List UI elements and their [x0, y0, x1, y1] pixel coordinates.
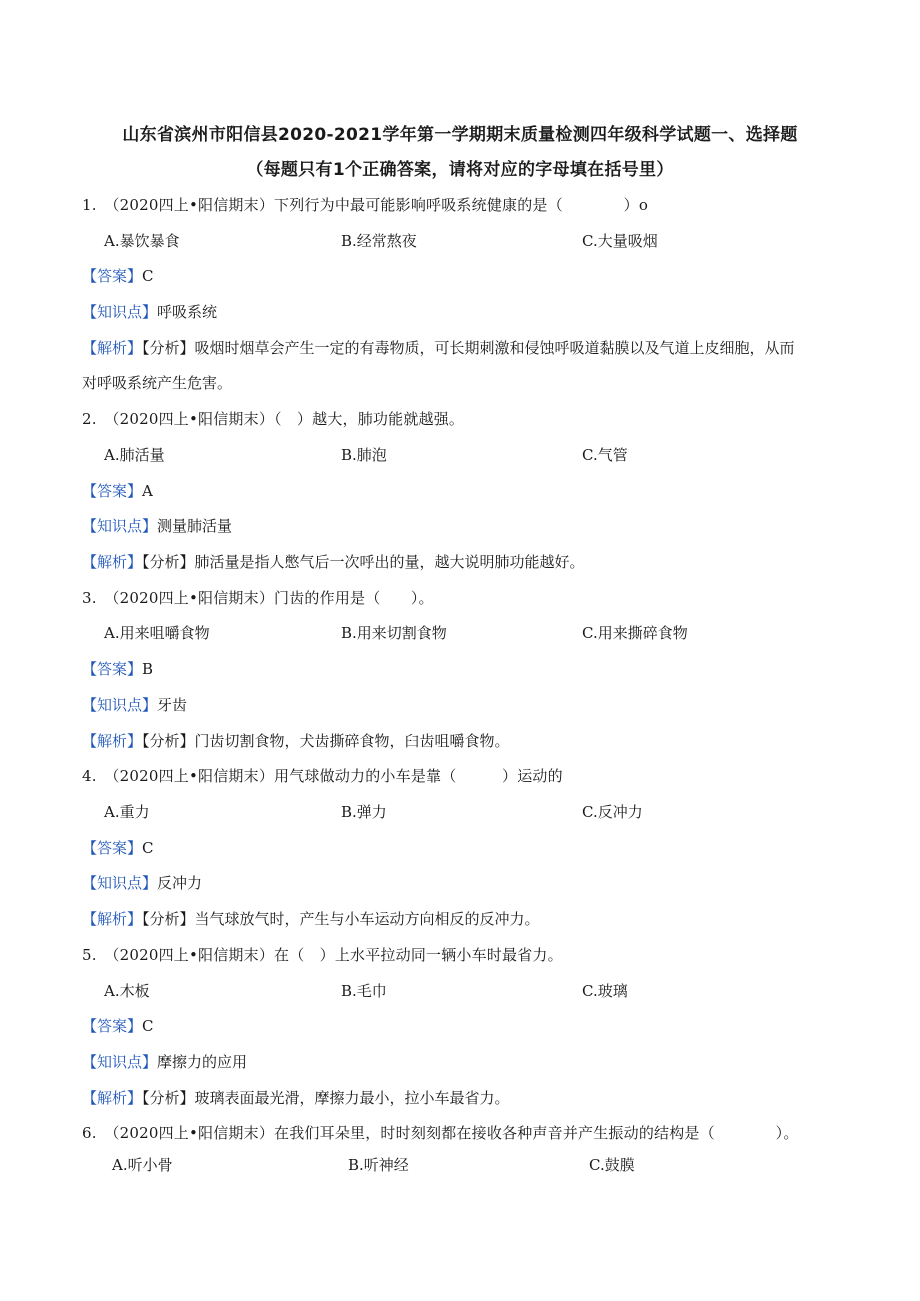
knowledge-value: 牙齿 [157, 696, 188, 714]
fenxi-tag: 【分析】 [142, 553, 195, 571]
knowledge-value: 反冲力 [157, 874, 203, 892]
question-5-option-c: C.玻璃 [582, 982, 628, 1000]
analysis-text: 当气球放气时，产生与小车运动方向相反的反冲力。 [194, 910, 540, 928]
question-2-answer [82, 480, 153, 501]
question-4-option-a: A.重力 [104, 803, 150, 821]
question-5-option-b: B.毛巾 [341, 982, 387, 1000]
answer-value: A [142, 482, 153, 500]
question-1-analysis-cont: 对呼吸系统产生危害。 [82, 374, 233, 392]
analysis-tag: 【解析】 [82, 910, 143, 928]
knowledge-tag: 【知识点】 [82, 1053, 158, 1071]
analysis-text: 玻璃表面最光滑，摩擦力最小，拉小车最省力。 [194, 1089, 510, 1107]
question-6-option-b: B.听神经 [348, 1156, 409, 1174]
question-1-knowledge [82, 301, 217, 322]
question-1-analysis [82, 337, 795, 358]
answer-tag: 【答案】 [82, 482, 143, 500]
question-3-answer [82, 658, 153, 679]
question-2-option-b: B.肺泡 [341, 446, 387, 464]
question-2-analysis [82, 551, 585, 572]
knowledge-tag: 【知识点】 [82, 517, 158, 535]
question-4-option-b: B.弹力 [341, 803, 387, 821]
document-title: 山东省滨州市阳信县2020-2021学年第一学期期末质量检测四年级科学试题一、选择题 [122, 125, 798, 145]
answer-tag: 【答案】 [82, 660, 143, 678]
question-5-analysis [82, 1087, 510, 1108]
question-1-option-c: C.大量吸烟 [582, 232, 658, 250]
analysis-text: 吸烟时烟草会产生一定的有毒物质，可长期刺激和侵蚀呼吸道黏膜以及气道上皮细胞，从而 [194, 339, 795, 357]
answer-tag: 【答案】 [82, 1017, 143, 1035]
question-4-stem: 4. （2020四上•阳信期末）用气球做动力的小车是靠（ ）运动的 [82, 767, 563, 785]
analysis-text: 门齿切割食物，犬齿撕碎食物，臼齿咀嚼食物。 [194, 732, 510, 750]
question-4-knowledge [82, 872, 202, 893]
question-5-stem: 5. （2020四上•阳信期末）在（ ）上水平拉动同一辆小车时最省力。 [82, 946, 563, 964]
question-1-answer [82, 265, 154, 286]
question-4-analysis [82, 908, 540, 929]
knowledge-tag: 【知识点】 [82, 696, 158, 714]
question-6-stem: 6. （2020四上•阳信期末）在我们耳朵里，时时刻刻都在接收各种声音并产生振动的结构是（ ）。 [82, 1124, 799, 1142]
question-2-option-c: C.气管 [582, 446, 628, 464]
answer-value: C [142, 267, 154, 285]
question-3-stem: 3. （2020四上•阳信期末）门齿的作用是（ ）。 [82, 589, 434, 607]
answer-tag: 【答案】 [82, 267, 143, 285]
question-6-option-c: C.鼓膜 [589, 1156, 635, 1174]
answer-tag: 【答案】 [82, 839, 143, 857]
analysis-tag: 【解析】 [82, 339, 143, 357]
question-2-stem: 2. （2020四上•阳信期末）（ ）越大，肺功能就越强。 [82, 410, 465, 428]
answer-value: C [142, 839, 154, 857]
question-3-option-a: A.用来咀嚼食物 [104, 624, 210, 642]
answer-value: B [142, 660, 154, 678]
answer-value: C [142, 1017, 154, 1035]
question-3-knowledge [82, 694, 187, 715]
question-2-knowledge [82, 515, 232, 536]
question-5-option-a: A.木板 [104, 982, 150, 1000]
knowledge-tag: 【知识点】 [82, 874, 158, 892]
analysis-tag: 【解析】 [82, 1089, 143, 1107]
analysis-tag: 【解析】 [82, 553, 143, 571]
fenxi-tag: 【分析】 [142, 1089, 195, 1107]
analysis-tag: 【解析】 [82, 732, 143, 750]
question-5-answer [82, 1015, 154, 1036]
knowledge-value: 呼吸系统 [157, 303, 218, 321]
question-3-analysis [82, 730, 510, 751]
question-1-option-b: B.经常熬夜 [341, 232, 417, 250]
question-4-answer [82, 837, 154, 858]
analysis-text: 肺活量是指人憋气后一次呼出的量，越大说明肺功能越好。 [194, 553, 585, 571]
knowledge-tag: 【知识点】 [82, 303, 158, 321]
knowledge-value: 摩擦力的应用 [157, 1053, 248, 1071]
knowledge-value: 测量肺活量 [157, 517, 233, 535]
document-subtitle: （每题只有1个正确答案，请将对应的字母填在括号里） [246, 160, 674, 180]
fenxi-tag: 【分析】 [142, 910, 195, 928]
question-3-option-c: C.用来撕碎食物 [582, 624, 688, 642]
fenxi-tag: 【分析】 [142, 732, 195, 750]
question-3-option-b: B.用来切割食物 [341, 624, 447, 642]
question-6-option-a: A.听小骨 [112, 1156, 173, 1174]
question-1-stem: 1. （2020四上•阳信期末）下列行为中最可能影响呼吸系统健康的是（ ）o [82, 196, 649, 214]
fenxi-tag: 【分析】 [142, 339, 195, 357]
question-5-knowledge [82, 1051, 247, 1072]
question-4-option-c: C.反冲力 [582, 803, 643, 821]
question-2-option-a: A.肺活量 [104, 446, 165, 464]
question-1-option-a: A.暴饮暴食 [104, 232, 180, 250]
